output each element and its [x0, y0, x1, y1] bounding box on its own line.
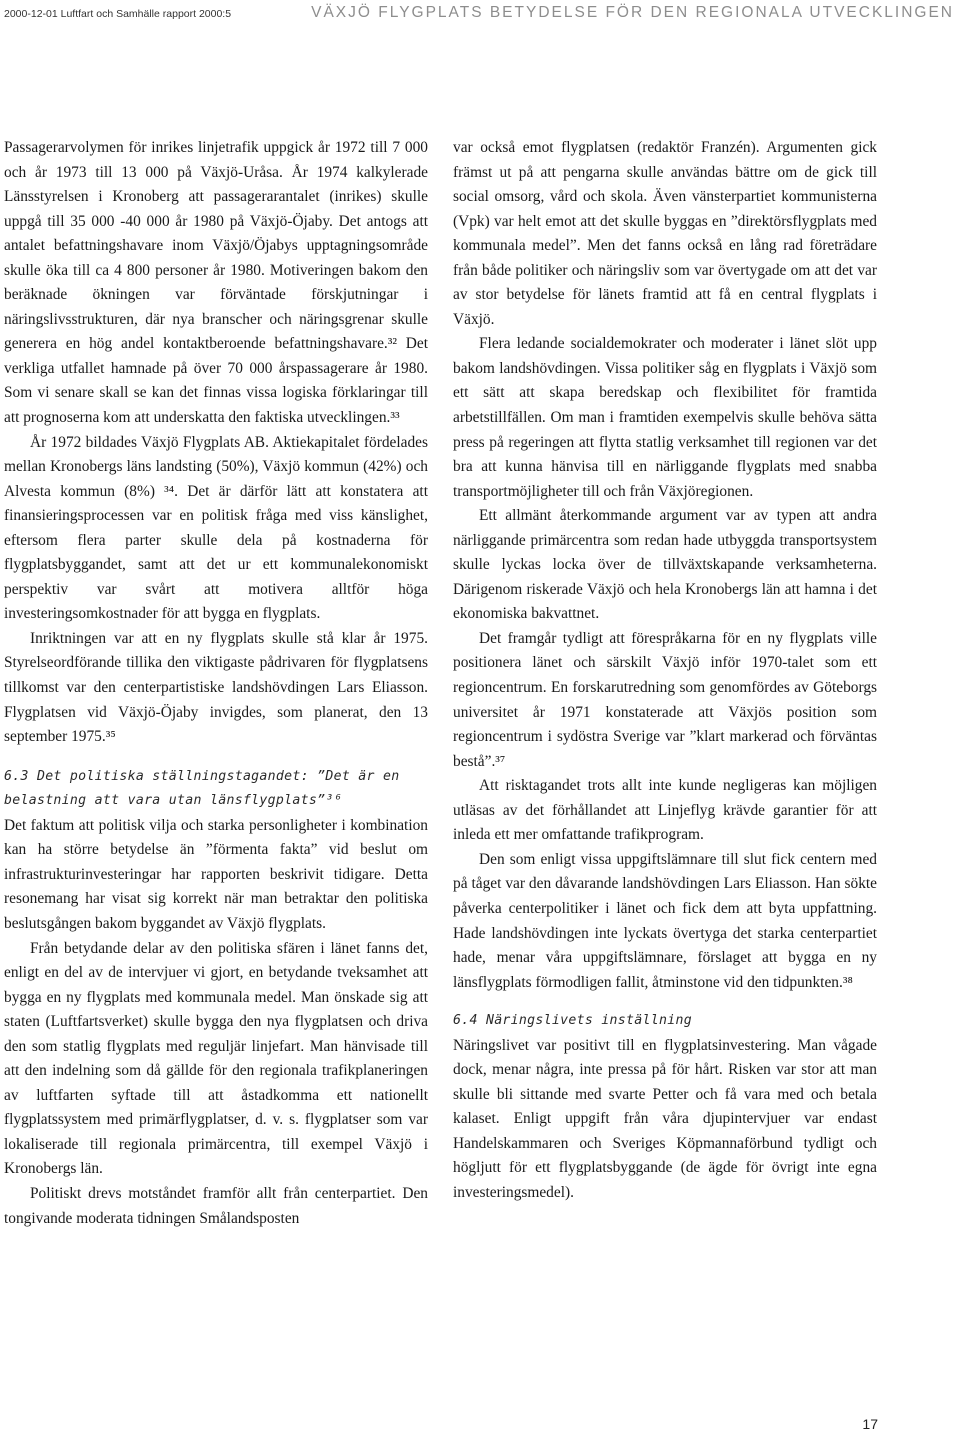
paragraph: Ett allmänt återkommande argument var av typen att andra närliggande primärcentra som redan hade utbyggda transportsystem skulle lyckas locka över de tillväxtskapande verksamheterna. Därigenom riskerade Växjö och hela Kronobergs län att hamna i det ekonomiska bakvattnet.: [453, 507, 877, 623]
page-header: [0, 0, 960, 30]
running-title: VÄXJÖ FLYGPLATS BETYDELSE FÖR DEN REGIONALA UTVECKLINGEN: [311, 4, 954, 21]
paragraph: Det framgår tydligt att förespråkarna för en ny flygplats ville positionera länet och särskilt Växjö inför 1970-talet som ett regioncentrum. En forskarutredning som genomfördes av Göteborgs universitet år 1971 konstaterade att Växjös position som regioncentrum i sydöstra Sverige var ”klart markerad och förväntas bestå”.³⁷: [453, 629, 877, 770]
paragraph: Det faktum att politisk vilja och starka personligheter i kombination kan ha större betydelse än ”förmenta fakta” vid beslut om infrastrukturinvesteringar har rapporten beskrivit tidigare. Detta resonemang har visat sig korrekt när man betraktar den politiska beslutsgången bakom byggandet av Växjö flygplats.: [4, 816, 428, 932]
section-heading-6-3: 6.3 Det politiska ställningstagandet: ”Det är en belastning att vara utan länsflygplats”³⁶: [4, 768, 400, 809]
paragraph: Passagerarvolymen för inrikes linjetrafik uppgick år 1972 till 7 000 och år 1973 till 13 000 på Växjö-Uråsa. År 1974 kalkylerade Länsstyrelsen i Kronoberg att passagerarantalet (inrikes) skulle uppgå till 35 000 -40 000 år 1980 på Växjö-Öjaby. Det antogs att antalet befattningshavare inom Växjö/Öjabys upptagningsområde skulle öka till ca 4 800 personer år 1980. Motiveringen bakom den beräknade ökningen var förväntade förskjutningar i näringslivsstrukturen, där nya branscher och näringsgrenar skulle generera en hög andel kontaktberoende befattningshavare.³² Det verkliga utfallet hamnade på över 70 000 årspassagerare år 1980. Som vi senare skall se kan det finnas vissa logiska förklaringar till att prognoserna kom att underskatta den faktiska utvecklingen.³³: [4, 139, 428, 427]
paragraph: Att risktagandet trots allt inte kunde negligeras kan möjligen utläsas av det förhållandet att Linjeflyg krävde garantier för att inleda ett mer omfattande trafikprogram.: [453, 777, 877, 844]
section-heading-6-4: 6.4 Näringslivets inställning: [453, 1013, 692, 1029]
paragraph: Den som enligt vissa uppgiftslämnare till slut fick centern med på tåget var den dåvarande landshövdingen Lars Eliasson. Han sökte påverka centerpolitiker i länet och fick dem att byta uppfattning. Hade landshövdingen inte lyckats övertyga det starka centerpartiet hade, menar våra uppgiftslämnare, förslaget att bygga en ny länsflygplats förmodligen fallit, åtminstone vid den tidpunkten.³⁸: [453, 850, 877, 991]
report-info: 2000-12-01 Luftfart och Samhälle rapport 2000:5: [4, 8, 232, 20]
right-column: [453, 136, 877, 1206]
paragraph: Näringslivet var positivt till en flygplatsinvestering. Man vågade dock, menar några, inte pressa på för hårt. Risken var stor att man skulle bli sittande med svarte Petter och få vara med och betala kalaset. Enligt uppgift från våra djupintervjuer var endast Handelskammaren och Sveriges Köpmannaförbund tydligt och högljutt för ett flygplatsbyggande (de ägde för övrigt inte egna investeringsmedel).: [453, 1036, 877, 1201]
paragraph: År 1972 bildades Växjö Flygplats AB. Aktiekapitalet fördelades mellan Kronobergs läns landsting (50%), Växjö kommun (42%) och Alvesta kommun (8%) ³⁴. Det är därför lätt att konstatera att finansieringsprocessen var en politisk fråga med viss känslighet, eftersom flera parter skulle dela på kostnaderna för flygplatsbyggandet, samt att det ur ett kommunalekonomiskt perspektiv var svårt att motivera alltför höga investeringsomkostnader för att bygga en flygplats.: [4, 433, 428, 623]
paragraph: Inriktningen var att en ny flygplats skulle stå klar år 1975. Styrelseordförande tillika den viktigaste pådrivaren för flygplatsens tillkomst var den centerpartistiske landshövdingen Lars Eliasson. Flygplatsen vid Växjö-Öjaby invigdes, som planerat, den 13 september 1975.³⁵: [4, 629, 428, 746]
left-column: [4, 136, 428, 1231]
paragraph: Flera ledande socialdemokrater och moderater i länet slöt upp bakom landshövdingen. Vissa politiker såg en flygplats i Växjö som ett sätt att skapa beredskap och flexibilitet för framtida arbetstillfällen. Om man i framtiden exempelvis skulle behöva sätta press på regeringen att flytta statlig verksamhet till regionen var det bra att kunna hänvisa till en närliggande flygplats med snabba transportmöjligheter till och från Växjöregionen.: [453, 335, 877, 500]
page-number: 17: [862, 1416, 878, 1432]
paragraph: Från betydande delar av den politiska sfären i länet fanns det, enligt en del av de intervjuer vi gjort, en betydande tveksamhet att bygga en ny flygplats med kommunala medel. Man önskade sig att staten (Luftfartsverket) skulle bygga den nya flygplatsen och driva den som statlig flygplats med reguljär linjefart. Man hänvisade till att den indelning som då gällde för den regionala trafikplaneringen av luftfarten syftade till att åstadkomma ett nationellt flygplatssystem med primärflygplatser, d. v. s. flygplatser som var lokaliserade till regionala primärcentra, till exempel Växjö i Kronobergs län.: [4, 939, 428, 1178]
paragraph: var också emot flygplatsen (redaktör Franzén). Argumenten gick främst ut på att pengarna skulle användas bättre om de gick till social omsorg, vård och skola. Även vänsterpartiet kommunisterna (Vpk) var helt emot att det skulle byggas en ”direktörsflygplats med kommunala medel”. Men det fanns också en lång rad företrädare från både politiker och näringsliv som var övertygade om att det var av stor betydelse för länets framtid att få en central flygplats i Växjö.: [453, 139, 877, 328]
paragraph: Politiskt drevs motståndet framför allt från centerpartiet. Den tongivande moderata tidningen Smålandsposten: [4, 1184, 428, 1227]
